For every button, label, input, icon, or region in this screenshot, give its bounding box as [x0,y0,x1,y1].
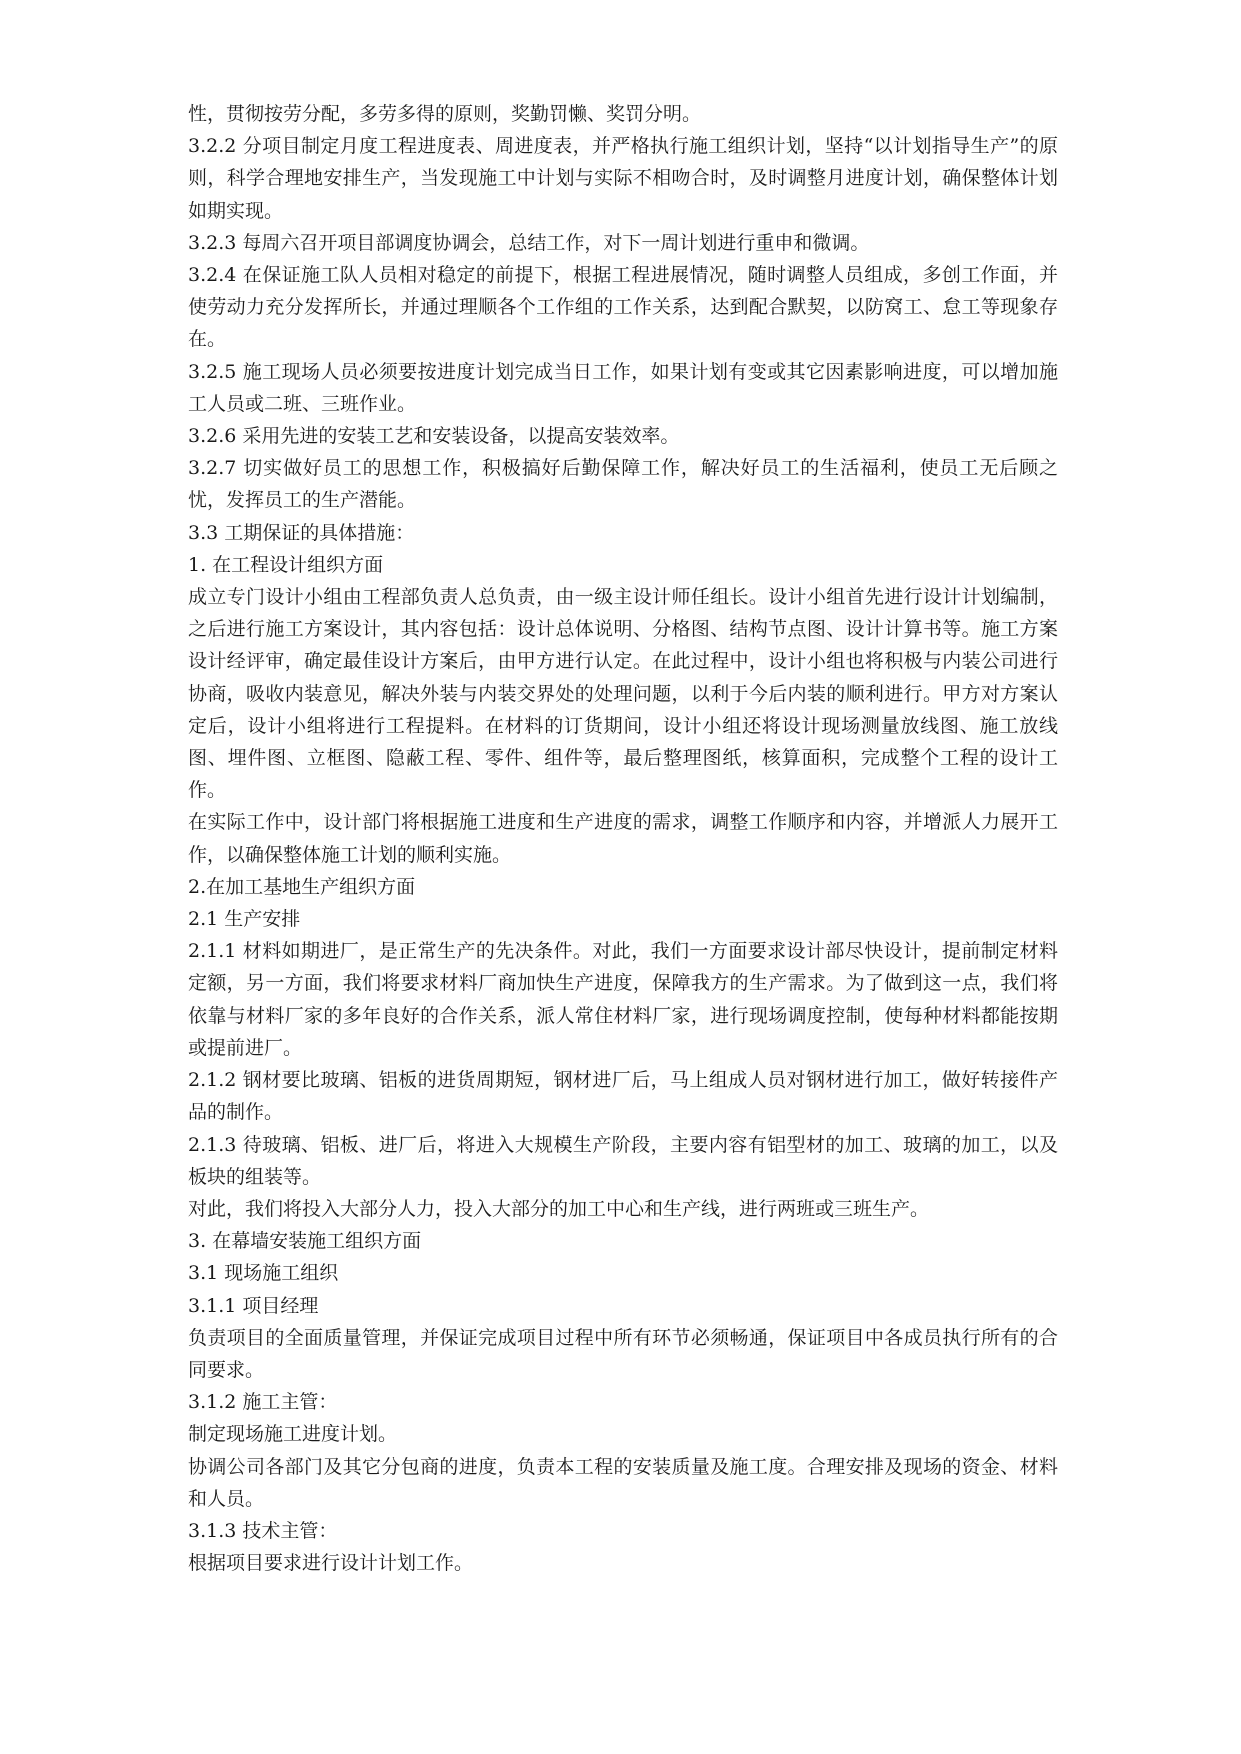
heading-3-1: 3.1 现场施工组织 [188,1262,339,1285]
heading-2-1: 2.1 生产安排 [188,908,301,931]
paragraph-tech-lead: 根据项目要求进行设计计划工作。 [188,1552,474,1575]
paragraph-schedule: 制定现场施工进度计划。 [188,1423,398,1446]
heading-production-organization: 2.在加工基地生产组织方面 [188,875,416,898]
heading-3-1-1: 3.1.1 项目经理 [188,1294,319,1317]
paragraph-continuation: 性，贯彻按劳分配，多劳多得的原则，奖勤罚懒、奖罚分明。 [188,103,702,125]
paragraph-3-2-3: 3.2.3 每周六召开项目部调度协调会，总结工作，对下一周计划进行重申和微调。 [188,231,870,254]
document-body [188,98,1058,1579]
paragraph-project-manager: 负责项目的全面质量管理，并保证完成项目过程中所有环节必须畅通，保证项目中各成员执行所有的合同要求。 [188,1326,1058,1381]
paragraph-3-2-7: 3.2.7 切实做好员工的思想工作，积极搞好后勤保障工作，解决好员工的生活福利，使员工无后顾之忧，发挥员工的生产潜能。 [188,457,1058,512]
paragraph-3-2-5: 3.2.5 施工现场人员必须要按进度计划完成当日工作，如果计划有变或其它因素影响进度，可以增加施工人员或二班、三班作业。 [188,360,1058,415]
heading-3-3: 3.3 工期保证的具体措施： [188,521,415,544]
paragraph-3-2-6: 3.2.6 采用先进的安装工艺和安装设备，以提高安装效率。 [188,425,680,448]
paragraph-2-1-2: 2.1.2 钢材要比玻璃、铝板的进货周期短，钢材进厂后，马上组成人员对钢材进行加工，做好转接件产品的制作。 [188,1069,1058,1124]
paragraph-2-1-1: 2.1.1 材料如期进厂，是正常生产的先决条件。对此，我们一方面要求设计部尽快设计，提前制定材料定额，另一方面，我们将要求材料厂商加快生产进度，保障我方的生产需求。为了做到这一点，我们将依靠与材料厂家的多年良好的合作关系，派人常住材料厂家，进行现场调度控制，使每种材料都能按期或提前进厂。 [188,940,1058,1059]
heading-3-1-3: 3.1.3 技术主管： [188,1519,338,1542]
heading-design-organization: 1. 在工程设计组织方面 [188,553,384,576]
heading-installation-organization: 3. 在幕墙安装施工组织方面 [188,1230,422,1253]
paragraph-3-2-2: 3.2.2 分项目制定月度工程进度表、周进度表，并严格执行施工组织计划，坚持“以计划指导生产”的原则，科学合理地安排生产，当发现施工中计划与实际不相吻合时，及时调整月进度计划，确保整体计划如期实现。 [188,135,1058,222]
paragraph-2-1-3: 2.1.3 待玻璃、铝板、进厂后，将进入大规模生产阶段，主要内容有铝型材的加工、玻璃的加工，以及板块的组装等。 [188,1133,1058,1188]
heading-3-1-2: 3.1.2 施工主管： [188,1391,338,1414]
paragraph-design-team: 成立专门设计小组由工程部负责人总负责，由一级主设计师任组长。设计小组首先进行设计计划编制，之后进行施工方案设计，其内容包括：设计总体说明、分格图、结构节点图、设计计算书等。施工方案设计经评审，确定最佳设计方案后，由甲方进行认定。在此过程中，设计小组也将积极与内装公司进行协商，吸收内装意见，解决外装与内装交界处的处理问题，以利于今后内装的顺利进行。甲方对方案认定后，设计小组将进行工程提料。在材料的订货期间，设计小组还将设计现场测量放线图、施工放线图、埋件图、立框图、隐蔽工程、零件、组件等，最后整理图纸，核算面积，完成整个工程的设计工作。 [188,586,1058,802]
paragraph-coordination: 协调公司各部门及其它分包商的进度，负责本工程的安装质量及施工度。合理安排及现场的资金、材料和人员。 [188,1455,1058,1510]
paragraph-design-adjustment: 在实际工作中，设计部门将根据施工进度和生产进度的需求，调整工作顺序和内容，并增派人力展开工作，以确保整体施工计划的顺利实施。 [188,811,1058,866]
paragraph-shifts: 对此，我们将投入大部分人力，投入大部分的加工中心和生产线，进行两班或三班生产。 [188,1197,930,1220]
paragraph-3-2-4: 3.2.4 在保证施工队人员相对稳定的前提下，根据工程进展情况，随时调整人员组成，多创工作面，并使劳动力充分发挥所长，并通过理顺各个工作组的工作关系，达到配合默契，以防窝工、怠工等现象存在。 [188,264,1058,351]
